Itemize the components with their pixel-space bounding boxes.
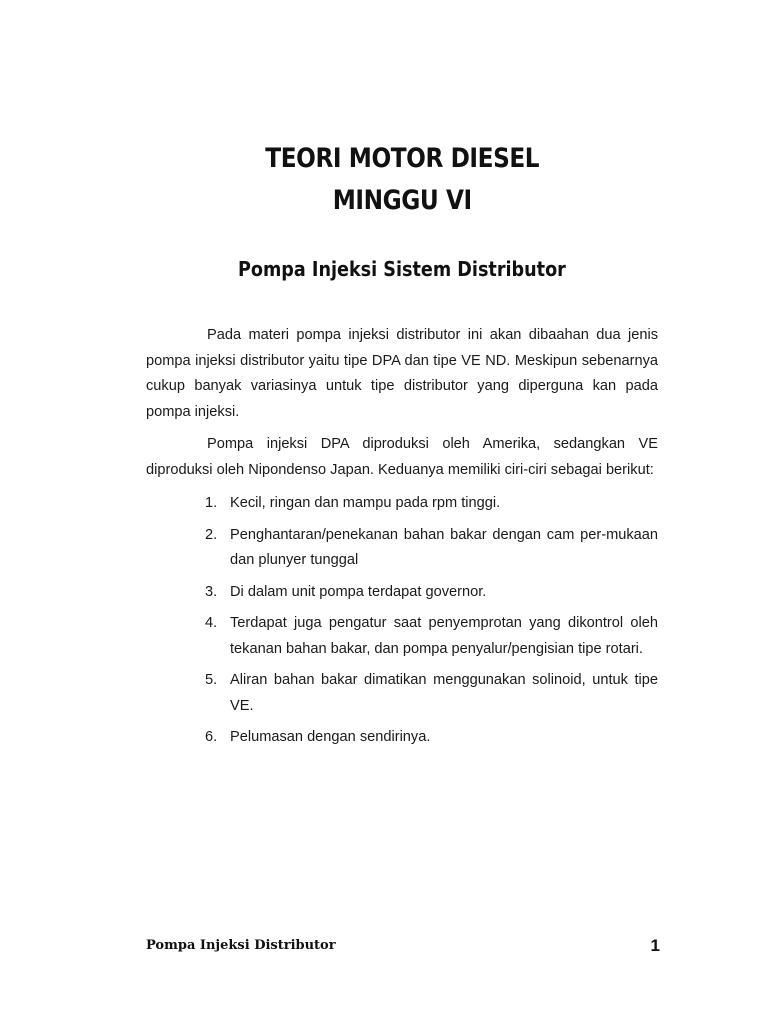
list-item xyxy=(205,668,658,719)
list-item-number: 1. xyxy=(205,495,218,511)
list-item-text: Di dalam unit pompa terdapat governor. xyxy=(230,583,487,600)
list-item-text: Pelumasan dengan sendirinya. xyxy=(230,729,431,745)
list-item-number: 6. xyxy=(205,729,218,745)
page-number: 1 xyxy=(650,936,660,955)
paragraph-dpa-ve: Pompa injeksi DPA diproduksi oleh Amerika, sedangkan VE diproduksi oleh Nipondenso Japan. Keduanya memiliki ciri-ciri sebagai berikut: xyxy=(146,436,658,478)
list-item xyxy=(205,523,658,574)
list-item-text: Penghantaran/penekanan bahan bakar dengan cam per-mukaan dan plunyer tunggal xyxy=(230,526,658,568)
section-subtitle: Pompa Injeksi Sistem Distributor xyxy=(237,257,566,281)
list-item-number: 3. xyxy=(205,583,218,600)
list-item-text: Terdapat juga pengatur saat penyemprotan yang dikontrol oleh tekanan bahan bakar, dan pompa penyalur/pengisian tipe rotari. xyxy=(230,615,658,657)
paragraph-intro: Pada materi pompa injeksi distributor ini akan dibaahan dua jenis pompa injeksi distributor yaitu tipe DPA dan tipe VE ND. Meskipun sebenarnya cukup banyak variasinya untuk tipe distributor yang diperguna kan pada pompa injeksi. xyxy=(146,327,658,420)
list-item xyxy=(205,611,658,662)
list-item-number: 2. xyxy=(205,526,218,543)
list-item-number: 4. xyxy=(205,615,218,631)
features-list xyxy=(146,491,658,751)
document-title-line1: TEORI MOTOR DIESEL xyxy=(265,143,540,174)
list-item-text: Kecil, ringan dan mampu pada rpm tinggi. xyxy=(230,495,501,511)
footer-title: Pompa Injeksi Distributor xyxy=(146,938,336,953)
list-item xyxy=(205,491,658,517)
document-title-line2: MINGGU VI xyxy=(332,185,472,216)
list-item xyxy=(205,725,658,751)
list-item-number: 5. xyxy=(205,672,218,688)
list-item-text: Aliran bahan bakar dimatikan menggunakan solinoid, untuk tipe VE. xyxy=(230,672,658,714)
document-body xyxy=(146,323,658,757)
list-item xyxy=(205,580,658,606)
